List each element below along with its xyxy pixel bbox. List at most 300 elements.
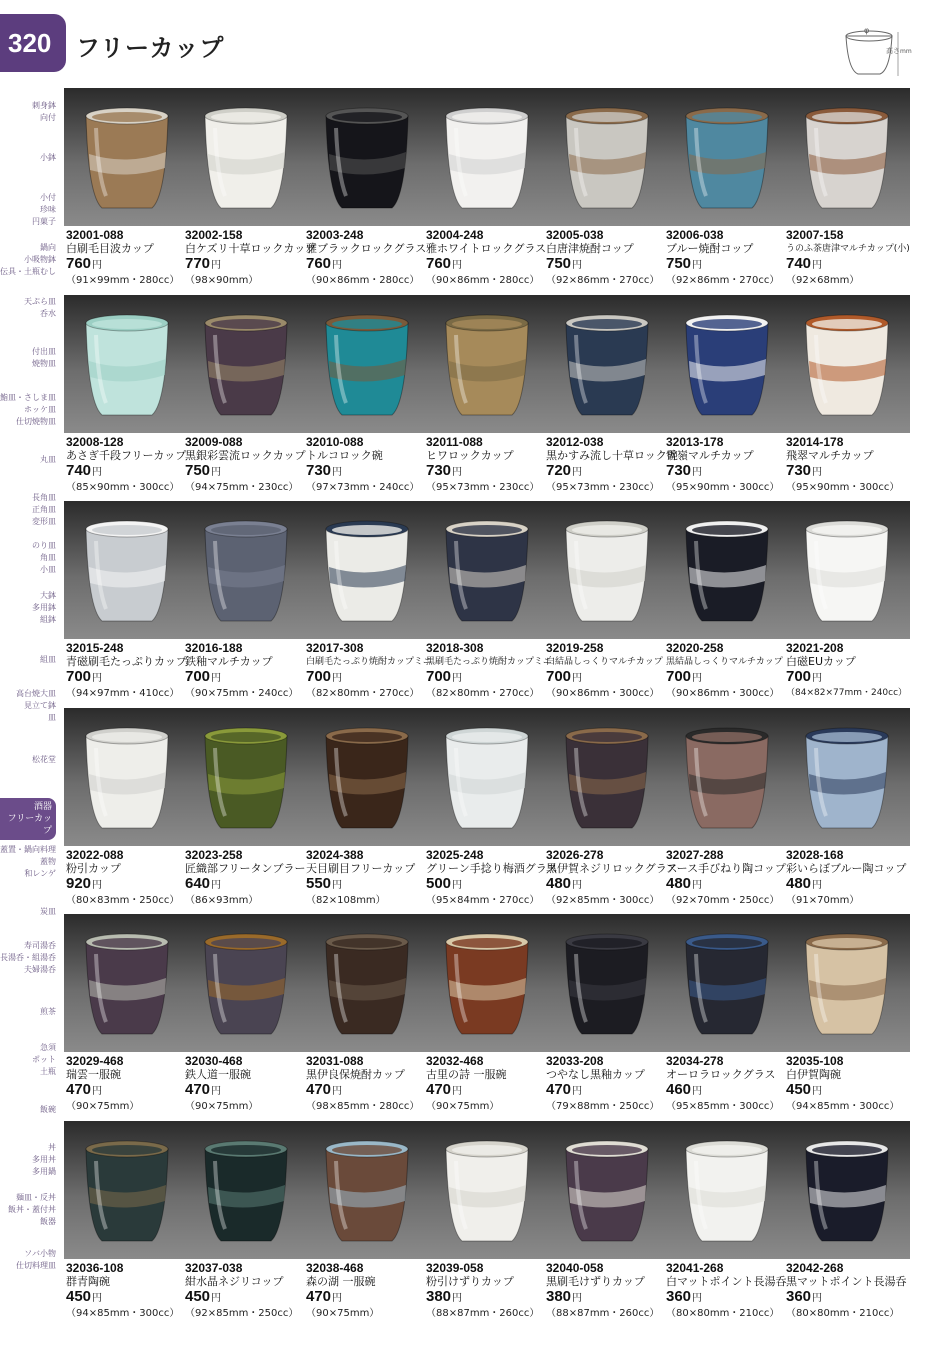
cup-image <box>191 922 301 1046</box>
product-name: 白刷毛目波カップ <box>66 242 154 255</box>
product-info <box>546 641 671 700</box>
product-name: 白唐津焼酎コップ <box>546 242 634 255</box>
product-code: 32029-468 <box>66 1054 124 1068</box>
cup-image <box>191 96 301 220</box>
sidebar-category[interactable]: 煎茶 <box>40 1007 56 1016</box>
product-name: つやなし黒釉カップ <box>546 1068 645 1081</box>
product-dimensions: （94×97mm・410cc） <box>66 688 180 699</box>
cup-image <box>432 716 542 840</box>
product-code: 32015-248 <box>66 641 124 655</box>
product-code: 32010-088 <box>306 435 364 449</box>
product-info <box>786 435 911 494</box>
product-info <box>306 1054 431 1113</box>
product-name: 彩いらぼブルー陶コップ <box>786 862 907 875</box>
product-price <box>306 1082 431 1100</box>
product-dimensions: （82×80mm・270cc） <box>306 688 420 699</box>
price-value: 450 <box>185 1288 211 1305</box>
product-code: 32009-088 <box>185 435 243 449</box>
product-name: 白磁EUカップ <box>786 655 856 668</box>
product-code: 32008-128 <box>66 435 124 449</box>
price-value: 700 <box>306 668 332 685</box>
product-name: 古里の詩 一服碗 <box>426 1068 507 1081</box>
price-unit: 円 <box>812 673 823 684</box>
price-unit: 円 <box>572 1086 583 1097</box>
product-price <box>666 876 791 894</box>
price-value: 700 <box>546 668 572 685</box>
sidebar-category[interactable]: 鮨皿・さしま皿 ホッケ皿 仕切焼物皿 <box>0 393 56 426</box>
price-unit: 円 <box>452 1086 463 1097</box>
product-price <box>306 1289 431 1307</box>
price-unit: 円 <box>692 880 703 891</box>
product-info <box>786 228 911 287</box>
sidebar-category[interactable]: 長角皿 正角皿 変形皿 <box>32 493 56 526</box>
price-value: 760 <box>426 255 452 272</box>
product-dimensions: （91×99mm・280cc） <box>66 275 180 286</box>
price-unit: 円 <box>692 1086 703 1097</box>
product-dimensions: （84×82×77mm・240cc） <box>786 688 908 698</box>
product-price <box>185 1082 310 1100</box>
product-price <box>185 876 310 894</box>
sidebar-category[interactable]: 天ぷら皿 呑水 <box>24 297 56 318</box>
product-dimensions: （79×88mm・250cc） <box>546 1101 660 1112</box>
sidebar-category[interactable]: 丸皿 <box>40 455 56 464</box>
sidebar-category[interactable]: 松花堂 <box>32 755 56 764</box>
price-unit: 円 <box>332 260 343 271</box>
price-unit: 円 <box>812 1293 823 1304</box>
sidebar-category[interactable]: 急須 ポット 土瓶 <box>32 1043 56 1076</box>
price-value: 730 <box>426 462 452 479</box>
product-info <box>546 1261 671 1320</box>
product-info <box>786 1261 911 1320</box>
cup-image <box>792 1129 902 1253</box>
cup-image <box>191 303 301 427</box>
product-info <box>66 1261 191 1320</box>
price-value: 470 <box>185 1081 211 1098</box>
price-value: 550 <box>306 875 332 892</box>
product-code: 32011-088 <box>426 435 483 449</box>
cup-image <box>672 1129 782 1253</box>
price-value: 750 <box>185 462 211 479</box>
sidebar-category[interactable]: ソバ小物 仕切料理皿 <box>16 1249 56 1270</box>
product-price <box>786 876 911 894</box>
product-code: 32014-178 <box>786 435 844 449</box>
product-code: 32038-468 <box>306 1261 364 1275</box>
category-sidebar <box>0 96 60 1336</box>
product-info <box>66 641 191 700</box>
product-price <box>786 1289 911 1307</box>
cup-image <box>432 303 542 427</box>
cup-image <box>312 1129 422 1253</box>
product-code: 32039-058 <box>426 1261 484 1275</box>
price-value: 700 <box>426 668 452 685</box>
price-value: 730 <box>306 462 332 479</box>
sidebar-category[interactable]: 鍋向 小吸物鉢 伝具・土瓶むし <box>0 243 56 276</box>
cup-image <box>72 509 182 633</box>
product-dimensions: （92×68mm） <box>786 275 860 286</box>
price-value: 750 <box>666 255 692 272</box>
product-price <box>66 1082 191 1100</box>
product-name: 雪嶺マルチカップ <box>666 449 754 462</box>
product-price <box>786 256 911 274</box>
price-value: 700 <box>666 668 692 685</box>
product-price <box>306 669 431 687</box>
price-value: 500 <box>426 875 452 892</box>
product-name: 鉄釉マルチカップ <box>185 655 273 668</box>
product-code: 32030-468 <box>185 1054 243 1068</box>
sidebar-category[interactable]: のり皿 角皿 小皿 <box>32 541 56 574</box>
cup-image <box>552 303 662 427</box>
product-info <box>185 435 310 494</box>
product-price <box>185 669 310 687</box>
product-info <box>185 228 317 287</box>
product-code: 32019-258 <box>546 641 604 655</box>
sidebar-category[interactable]: 蓋置・鍋向料理 蓋物 和レンゲ <box>0 845 56 878</box>
product-info <box>666 435 791 494</box>
product-info <box>426 1054 551 1113</box>
product-code: 32023-258 <box>185 848 243 862</box>
product-price <box>546 1289 671 1307</box>
cup-image <box>432 509 542 633</box>
product-info <box>666 228 791 287</box>
product-name: 森の湖 一服碗 <box>306 1275 376 1288</box>
product-code: 32002-158 <box>185 228 243 242</box>
product-name: 黒伊賀ネジリロックグラス <box>546 862 678 875</box>
product-info <box>666 1261 791 1320</box>
price-unit: 円 <box>572 260 583 271</box>
product-price <box>306 876 431 894</box>
product-price <box>185 463 310 481</box>
product-dimensions: （80×80mm・210cc） <box>666 1308 780 1319</box>
product-dimensions: （90×86mm・280cc） <box>306 275 420 286</box>
price-unit: 円 <box>452 1293 463 1304</box>
cup-image <box>191 509 301 633</box>
product-name: 黒刷毛けずりカップ <box>546 1275 645 1288</box>
product-info <box>426 641 551 700</box>
price-value: 700 <box>185 668 211 685</box>
product-name: 白マットポイント長湯呑 <box>666 1275 787 1288</box>
price-unit: 円 <box>211 880 222 891</box>
sidebar-category[interactable]: 飯碗 <box>40 1105 56 1114</box>
product-price <box>426 256 551 274</box>
product-price <box>666 1289 791 1307</box>
cup-image <box>792 303 902 427</box>
price-value: 760 <box>66 255 92 272</box>
sidebar-category[interactable]: 炭皿 <box>40 907 56 916</box>
sidebar-category[interactable]: 高台焼大皿 見立て鉢 皿 <box>16 689 56 722</box>
cup-image <box>552 716 662 840</box>
product-price <box>666 256 791 274</box>
price-value: 640 <box>185 875 211 892</box>
product-price <box>426 1082 551 1100</box>
cup-image <box>432 922 542 1046</box>
product-name: 黒刷毛たっぷり焼酎カップミニ <box>426 657 552 667</box>
product-name: ブルー焼酎コップ <box>666 242 754 255</box>
product-code: 32016-188 <box>185 641 243 655</box>
product-dimensions: （92×86mm・270cc） <box>546 275 660 286</box>
product-dimensions: （80×80mm・210cc） <box>786 1308 900 1319</box>
price-value: 380 <box>546 1288 572 1305</box>
product-info <box>786 848 911 907</box>
product-info <box>306 228 431 287</box>
product-dimensions: （88×87mm・260cc） <box>426 1308 540 1319</box>
product-dimensions: （90×75mm・240cc） <box>185 688 299 699</box>
product-info <box>546 1054 671 1113</box>
product-info <box>666 641 791 700</box>
product-info <box>66 228 191 287</box>
price-unit: 円 <box>211 467 222 478</box>
product-code: 32040-058 <box>546 1261 604 1275</box>
cup-image <box>312 96 422 220</box>
sidebar-category[interactable]: 大鉢 多用鉢 組鉢 <box>32 591 56 624</box>
cup-image <box>672 96 782 220</box>
product-price <box>786 1082 911 1100</box>
price-value: 920 <box>66 875 92 892</box>
product-name: 白ケズリ十草ロックカップ <box>185 242 317 255</box>
product-name: 紺水晶ネジリコップ <box>185 1275 284 1288</box>
price-value: 700 <box>786 668 812 685</box>
sidebar-category[interactable]: 麺皿・反丼 飯丼・蓋付丼 飯器 <box>8 1193 56 1226</box>
product-price <box>426 463 551 481</box>
product-code: 32012-038 <box>546 435 604 449</box>
product-code: 32034-278 <box>666 1054 724 1068</box>
product-info <box>306 848 431 907</box>
product-code: 32007-158 <box>786 228 844 242</box>
product-dimensions: （94×85mm・300cc） <box>786 1101 900 1112</box>
cup-image <box>72 303 182 427</box>
price-unit: 円 <box>452 673 463 684</box>
product-price <box>666 463 791 481</box>
price-unit: 円 <box>92 880 103 891</box>
product-price <box>546 256 671 274</box>
product-name: 黒伊良保焼酎カップ <box>306 1068 405 1081</box>
product-price <box>185 256 310 274</box>
product-code: 32021-208 <box>786 641 844 655</box>
sidebar-category[interactable]: 小鉢 <box>40 153 56 162</box>
product-price <box>666 1082 791 1100</box>
product-code: 32024-388 <box>306 848 364 862</box>
cup-image <box>792 922 902 1046</box>
price-unit: 円 <box>692 1293 703 1304</box>
product-dimensions: （82×80mm・270cc） <box>426 688 540 699</box>
product-info <box>426 848 558 907</box>
price-value: 740 <box>66 462 92 479</box>
product-info <box>306 641 431 700</box>
product-price <box>185 1289 310 1307</box>
product-name: 青磁刷毛たっぷりカップ <box>66 655 187 668</box>
price-unit: 円 <box>812 1086 823 1097</box>
product-dimensions: （90×75mm） <box>185 1101 259 1112</box>
price-unit: 円 <box>92 1293 103 1304</box>
product-price <box>66 1289 191 1307</box>
product-info <box>666 848 791 907</box>
product-price <box>66 876 191 894</box>
product-info <box>306 435 431 494</box>
product-info <box>185 641 310 700</box>
price-value: 460 <box>666 1081 692 1098</box>
cup-image <box>792 96 902 220</box>
product-code: 32006-038 <box>666 228 724 242</box>
product-price <box>786 669 911 687</box>
product-code: 32041-268 <box>666 1261 724 1275</box>
product-name: アース手びねり陶コップ <box>666 862 786 875</box>
product-info <box>66 435 191 494</box>
product-name: うのふ茶唐津マルチカップ(小) <box>786 244 910 254</box>
price-unit: 円 <box>92 1086 103 1097</box>
product-code: 32025-248 <box>426 848 484 862</box>
product-price <box>66 669 191 687</box>
page-title: フリーカップ <box>76 34 225 62</box>
cup-image <box>312 509 422 633</box>
price-value: 470 <box>306 1081 332 1098</box>
product-name: 黒かすみ流し十草ロック碗 <box>546 449 678 462</box>
price-value: 730 <box>666 462 692 479</box>
price-unit: 円 <box>332 1086 343 1097</box>
product-code: 32017-308 <box>306 641 364 655</box>
product-info <box>786 1054 911 1113</box>
product-name: 雅ブラックロックグラス <box>306 242 427 255</box>
price-unit: 円 <box>211 1293 222 1304</box>
product-info <box>786 641 911 700</box>
product-price <box>306 463 431 481</box>
product-dimensions: （95×85mm・300cc） <box>666 1101 780 1112</box>
product-info <box>546 435 678 494</box>
product-price <box>426 876 551 894</box>
product-name: オーロラロックグラス <box>666 1068 776 1081</box>
product-code: 32001-088 <box>66 228 124 242</box>
sidebar-category[interactable]: 組皿 <box>40 655 56 664</box>
sidebar-category[interactable]: 小付 珍味 円菓子 <box>32 193 56 226</box>
price-unit: 円 <box>92 260 103 271</box>
product-dimensions: （82×108mm） <box>306 895 386 906</box>
product-name: 粉引けずりカップ <box>426 1275 514 1288</box>
product-dimensions: （91×70mm） <box>786 895 860 906</box>
sidebar-category[interactable]: 寿司湯呑 長湯呑・組湯呑 夫婦湯呑 <box>0 941 56 974</box>
sidebar-category[interactable]: 酒器 フリーカップ <box>0 798 56 840</box>
product-code: 32005-038 <box>546 228 604 242</box>
price-value: 740 <box>786 255 812 272</box>
product-price <box>426 669 551 687</box>
product-dimensions: （95×73mm・230cc） <box>426 482 540 493</box>
product-dimensions: （92×70mm・250cc） <box>666 895 780 906</box>
cup-image <box>552 1129 662 1253</box>
sidebar-category[interactable]: 丼 多用丼 多用鍋 <box>32 1143 56 1176</box>
price-value: 450 <box>66 1288 92 1305</box>
product-code: 32003-248 <box>306 228 364 242</box>
product-price <box>546 669 671 687</box>
cup-image <box>72 1129 182 1253</box>
price-value: 720 <box>546 462 572 479</box>
price-unit: 円 <box>812 880 823 891</box>
cup-image <box>72 922 182 1046</box>
price-value: 470 <box>546 1081 572 1098</box>
price-unit: 円 <box>92 673 103 684</box>
product-dimensions: （92×86mm・270cc） <box>666 275 780 286</box>
price-unit: 円 <box>332 1293 343 1304</box>
sidebar-category[interactable]: 付出皿 焼物皿 <box>32 347 56 368</box>
price-value: 450 <box>786 1081 812 1098</box>
product-name: 匠織部フリータンブラー <box>185 862 306 875</box>
product-name: ヒワロックカップ <box>426 449 514 462</box>
price-value: 470 <box>306 1288 332 1305</box>
product-name: あさぎ千段フリーカップ <box>66 449 187 462</box>
price-unit: 円 <box>211 1086 222 1097</box>
product-code: 32013-178 <box>666 435 724 449</box>
product-code: 32020-258 <box>666 641 724 655</box>
price-value: 480 <box>786 875 812 892</box>
product-info <box>185 848 310 907</box>
product-name: 雅ホワイトロックグラス <box>426 242 547 255</box>
product-code: 32026-278 <box>546 848 604 862</box>
price-value: 360 <box>786 1288 812 1305</box>
product-dimensions: （95×84mm・270cc） <box>426 895 540 906</box>
product-price <box>786 463 911 481</box>
cup-image <box>672 922 782 1046</box>
product-code: 32018-308 <box>426 641 484 655</box>
product-price <box>546 876 671 894</box>
product-info <box>66 1054 191 1113</box>
sidebar-category[interactable]: 刺身鉢 向付 <box>32 101 56 122</box>
cup-image <box>672 303 782 427</box>
product-code: 32004-248 <box>426 228 484 242</box>
product-code: 32022-088 <box>66 848 124 862</box>
product-dimensions: （95×73mm・230cc） <box>546 482 660 493</box>
price-value: 760 <box>306 255 332 272</box>
cup-image <box>312 716 422 840</box>
product-info <box>185 1054 310 1113</box>
price-unit: 円 <box>211 260 222 271</box>
cup-image <box>792 509 902 633</box>
product-name: 白刷毛たっぷり焼酎カップミニ <box>306 657 432 667</box>
product-code: 32033-208 <box>546 1054 604 1068</box>
price-value: 380 <box>426 1288 452 1305</box>
product-name: 白結晶しっくりマルチカップ <box>546 657 663 667</box>
price-unit: 円 <box>332 880 343 891</box>
product-dimensions: （90×75mm） <box>426 1101 500 1112</box>
price-unit: 円 <box>692 260 703 271</box>
product-name: 群青陶碗 <box>66 1275 110 1288</box>
product-price <box>546 463 671 481</box>
price-unit: 円 <box>692 467 703 478</box>
product-dimensions: （88×87mm・260cc） <box>546 1308 660 1319</box>
price-value: 480 <box>546 875 572 892</box>
product-dimensions: （94×75mm・230cc） <box>185 482 299 493</box>
price-unit: 円 <box>92 467 103 478</box>
product-dimensions: （86×93mm） <box>185 895 259 906</box>
product-name: グリーン手捻り梅酒グラス <box>426 862 558 875</box>
product-dimensions: （98×90mm） <box>185 275 259 286</box>
product-info <box>426 228 551 287</box>
price-unit: 円 <box>332 467 343 478</box>
product-code: 32037-038 <box>185 1261 243 1275</box>
cup-image <box>191 716 301 840</box>
product-info <box>666 1054 791 1113</box>
cup-image <box>672 716 782 840</box>
product-name: 粉引カップ <box>66 862 121 875</box>
product-price <box>66 256 191 274</box>
product-price <box>546 1082 671 1100</box>
product-info <box>426 1261 551 1320</box>
cup-image <box>191 1129 301 1253</box>
page-number-badge <box>0 14 66 72</box>
product-info <box>185 1261 310 1320</box>
product-price <box>426 1289 551 1307</box>
price-unit: 円 <box>812 260 823 271</box>
product-code: 32032-468 <box>426 1054 484 1068</box>
cup-image <box>312 922 422 1046</box>
product-info <box>66 848 191 907</box>
product-dimensions: （90×75mm） <box>66 1101 140 1112</box>
price-unit: 円 <box>572 1293 583 1304</box>
